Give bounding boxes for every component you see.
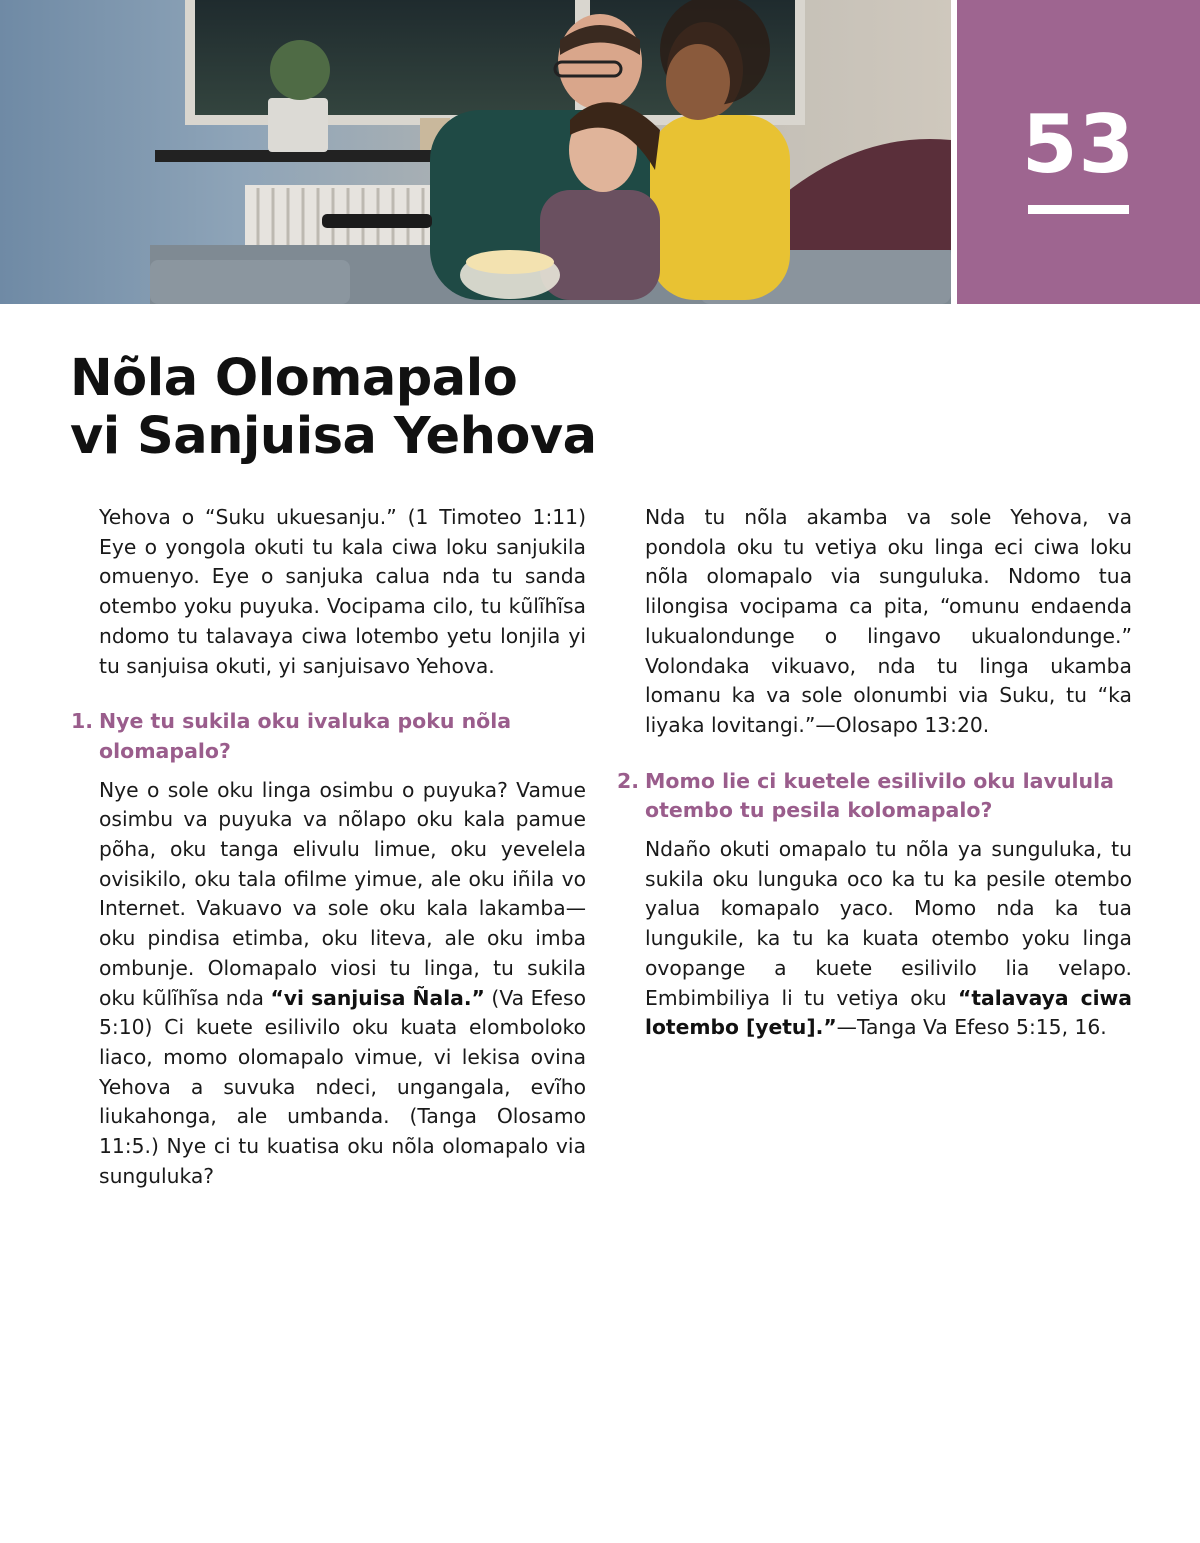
question-1 bbox=[71, 707, 586, 766]
right-column bbox=[617, 503, 1132, 1043]
question-2-bold-quote: “talavaya ciwa lotembo [yetu].” bbox=[645, 985, 1132, 1040]
question-1-bold-quote: “vi sanjuisa Ñala.” bbox=[270, 985, 485, 1010]
family-watching-tv-illustration bbox=[0, 0, 951, 304]
lesson-number-box bbox=[957, 0, 1200, 304]
question-1-answer bbox=[99, 776, 586, 1192]
question-2-answer-part-b: —Tanga Va Efeso 5:15, 16. bbox=[836, 1015, 1107, 1040]
question-2-text: Momo lie ci kuetele esilivilo oku lavulula otembo tu pesila kolomapalo? bbox=[645, 768, 1114, 823]
question-2 bbox=[617, 767, 1132, 826]
page-title-line2: vi Sanjuisa Yehova bbox=[70, 407, 597, 466]
question-1-text: Nye tu sukila oku ivaluka poku nõla olomapalo? bbox=[99, 709, 512, 763]
question-1-number: 1. bbox=[71, 709, 94, 734]
question-1-answer-part-a: Nye o sole oku linga osimbu o puyuka? Vamue osimbu va puyuka va nõlapo oku kala pamue põha, oku tanga elivulu limue, oku yevelela ovisikilo, oku tala ofilme yimue, ale oku iñila vo Internet. Vakuavo va sole oku kala lakamba—oku pindisa etimba, oku liteva, ale oku imba ombunje. Olomapalo viosi tu linga, tu sukila oku kũlĩhĩsa nda bbox=[99, 777, 586, 1010]
lesson-number-underline bbox=[1028, 205, 1129, 214]
right-intro-paragraph: Nda tu nõla akamba va sole Yehova, va pondola oku tu vetiya oku linga eci ciwa loku nõla olomapalo via sunguluka. Ndomo tua lilongisa vocipama ca pita, “omunu endaenda lukualondunge o lingavo ukualondunge.” Volondaka vikuavo, nda tu linga ukamba lomanu ka va sole olonumbi via Suku, tu “ka liyaka lovitangi.”—Olosapo 13:20. bbox=[645, 505, 1132, 737]
question-2-answer bbox=[645, 835, 1132, 1043]
question-2-number: 2. bbox=[617, 768, 640, 793]
left-column bbox=[71, 503, 586, 1191]
page-title bbox=[70, 350, 597, 466]
question-1-answer-part-b: (Va Efeso 5:10) Ci kuete esilivilo oku kuata elomboloko liaco, momo olomapalo vimue, vi lekisa ovina Yehova a suvuka ndeci, ungangala, evĩho liukahonga, ale umbanda. (Tanga Olosamo 11:5.) Nye ci tu kuatisa oku nõla olomapalo via sunguluka? bbox=[99, 985, 586, 1188]
page-title-line1: Nõla Olomapalo bbox=[70, 349, 518, 408]
question-2-answer-part-a: Ndaño okuti omapalo tu nõla ya sunguluka, tu sukila oku lunguka oco ka tu ka pesile otembo yalua komapalo yaco. Momo nda ka tua lungukile, ka tu ka kuata otembo yoku linga ovopange a kuete esilivilo lia velapo. Embimbiliya li tu vetiya oku bbox=[645, 837, 1132, 1010]
hero-photo bbox=[0, 0, 951, 304]
lesson-number: 53 bbox=[1021, 98, 1136, 191]
intro-paragraph: Yehova o “Suku ukuesanju.” (1 Timoteo 1:11) Eye o yongola okuti tu kala ciwa loku sanjukila omuenyo. Eye o sanjuka calua nda tu sanda otembo yoku puyuka. Vocipama cilo, tu kũlĩhĩsa ndomo tu talavaya ciwa lotembo yetu lonjila yi tu sanjuisa okuti, yi sanjuisavo Yehova. bbox=[99, 505, 586, 678]
